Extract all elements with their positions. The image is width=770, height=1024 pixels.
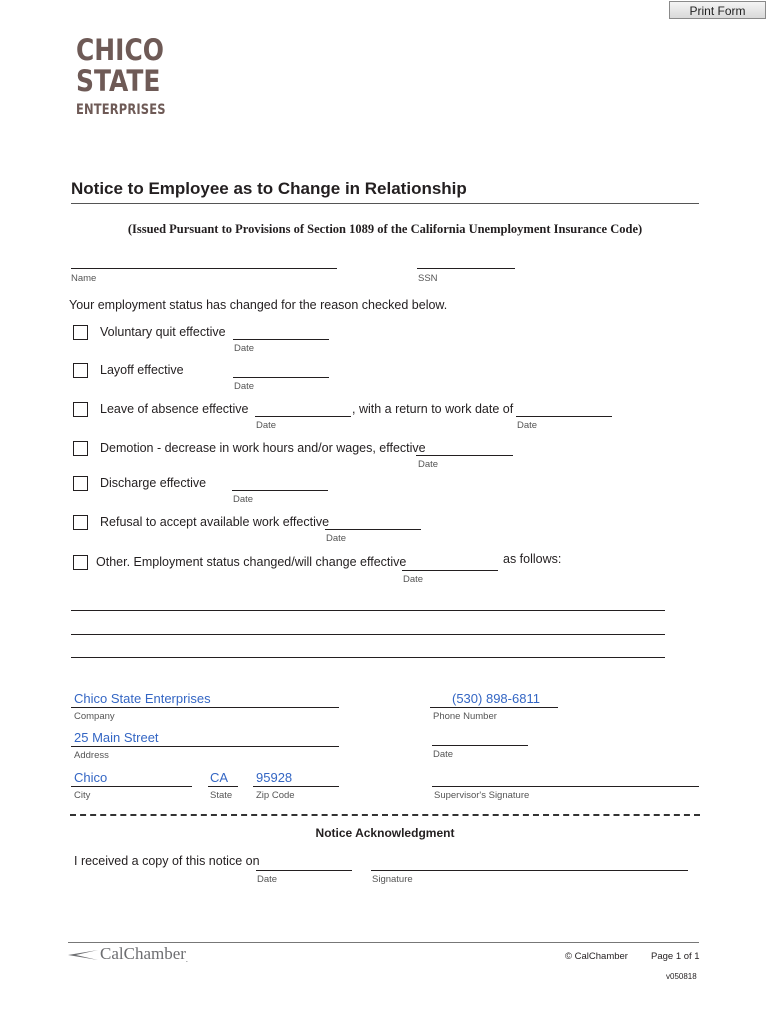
layoff-label: Layoff effective	[100, 363, 184, 377]
address-field[interactable]	[71, 746, 339, 747]
refusal-date-field[interactable]	[325, 529, 421, 530]
acknowledgment-heading: Notice Acknowledgment	[315, 826, 455, 840]
leave-of-absence-label: Leave of absence effective	[100, 402, 249, 416]
company-label: Company	[74, 711, 115, 722]
calchamber-brand: CalChamber	[100, 944, 186, 963]
ack-date-field[interactable]	[256, 870, 352, 871]
ssn-label: SSN	[418, 273, 438, 284]
supervisor-signature-label: Supervisor's Signature	[434, 790, 530, 801]
state-value[interactable]: CA	[210, 770, 229, 785]
explanation-line-3[interactable]	[71, 657, 665, 658]
calchamber-swoosh-icon	[68, 949, 98, 961]
refusal-label: Refusal to accept available work effective	[100, 515, 330, 529]
signature-label: Signature	[372, 874, 413, 885]
date-label: Date	[256, 420, 277, 431]
company-field[interactable]	[71, 707, 339, 708]
title-divider	[71, 203, 699, 204]
zip-field[interactable]	[253, 786, 339, 787]
layoff-date-field[interactable]	[233, 377, 329, 378]
zip-value[interactable]: 95928	[256, 770, 293, 785]
city-field[interactable]	[71, 786, 192, 787]
phone-value[interactable]: (530) 898-6811	[452, 691, 540, 706]
cut-line	[70, 814, 700, 816]
return-date-field[interactable]	[516, 416, 612, 417]
form-title: Notice to Employee as to Change in Relationship	[71, 179, 467, 198]
name-field[interactable]	[71, 268, 337, 269]
date-label: Date	[257, 874, 278, 885]
date-label: Date	[418, 459, 439, 470]
other-date-field[interactable]	[402, 570, 498, 571]
layoff-checkbox[interactable]	[73, 363, 88, 378]
demotion-checkbox[interactable]	[73, 441, 88, 456]
discharge-checkbox[interactable]	[73, 476, 88, 491]
demotion-date-field[interactable]	[416, 455, 513, 456]
zip-label: Zip Code	[256, 790, 295, 801]
page-number: Page 1 of 1	[651, 951, 700, 962]
discharge-date-field[interactable]	[232, 490, 328, 491]
voluntary-quit-checkbox[interactable]	[73, 325, 88, 340]
date-label: Date	[517, 420, 538, 431]
logo-line-3: ENTERPRISES	[76, 102, 166, 118]
city-label: City	[74, 790, 91, 801]
version-code: v050818	[666, 972, 697, 981]
state-field[interactable]	[208, 786, 238, 787]
name-label: Name	[71, 273, 97, 284]
print-form-button[interactable]: Print Form	[669, 1, 766, 19]
phone-label: Phone Number	[433, 711, 497, 722]
supervisor-date-field[interactable]	[432, 745, 528, 746]
date-label: Date	[403, 574, 424, 585]
chico-state-logo	[76, 33, 185, 118]
calchamber-logo: CalChamber.	[68, 944, 188, 964]
discharge-label: Discharge effective	[100, 476, 207, 490]
employee-signature-field[interactable]	[371, 870, 688, 871]
date-label: Date	[234, 343, 255, 354]
logo-line-1: CHICO	[76, 33, 164, 67]
copyright-text: © CalChamber	[565, 951, 628, 962]
leave-date-field[interactable]	[255, 416, 351, 417]
other-checkbox[interactable]	[73, 555, 88, 570]
supervisor-signature-field[interactable]	[432, 786, 699, 787]
form-subtitle: (Issued Pursuant to Provisions of Section 1089 of the California Unemployment Insurance Code)	[127, 222, 643, 236]
voluntary-quit-date-field[interactable]	[233, 339, 329, 340]
leave-of-absence-checkbox[interactable]	[73, 402, 88, 417]
state-label: State	[210, 790, 233, 801]
address-label: Address	[74, 750, 109, 761]
ssn-field[interactable]	[417, 268, 515, 269]
company-value[interactable]: Chico State Enterprises	[74, 691, 211, 706]
date-label: Date	[234, 381, 255, 392]
return-date-label: , with a return to work date of	[352, 402, 514, 416]
explanation-line-2[interactable]	[71, 634, 665, 635]
logo-line-2: STATE	[76, 64, 161, 98]
footer-divider	[68, 942, 699, 943]
intro-text: Your employment status has changed for the reason checked below.	[69, 298, 448, 312]
other-suffix-label: as follows:	[503, 552, 562, 566]
voluntary-quit-label: Voluntary quit effective	[100, 325, 226, 339]
explanation-line-1[interactable]	[71, 610, 665, 611]
city-value[interactable]: Chico	[74, 770, 108, 785]
date-label: Date	[233, 494, 254, 505]
date-label: Date	[433, 749, 454, 760]
other-label: Other. Employment status changed/will change effective	[96, 555, 407, 569]
received-copy-label: I received a copy of this notice on	[74, 854, 260, 868]
demotion-label: Demotion - decrease in work hours and/or wages, effective	[100, 441, 426, 455]
phone-field[interactable]	[430, 707, 558, 708]
address-value[interactable]: 25 Main Street	[74, 730, 159, 745]
refusal-checkbox[interactable]	[73, 515, 88, 530]
date-label: Date	[326, 533, 347, 544]
